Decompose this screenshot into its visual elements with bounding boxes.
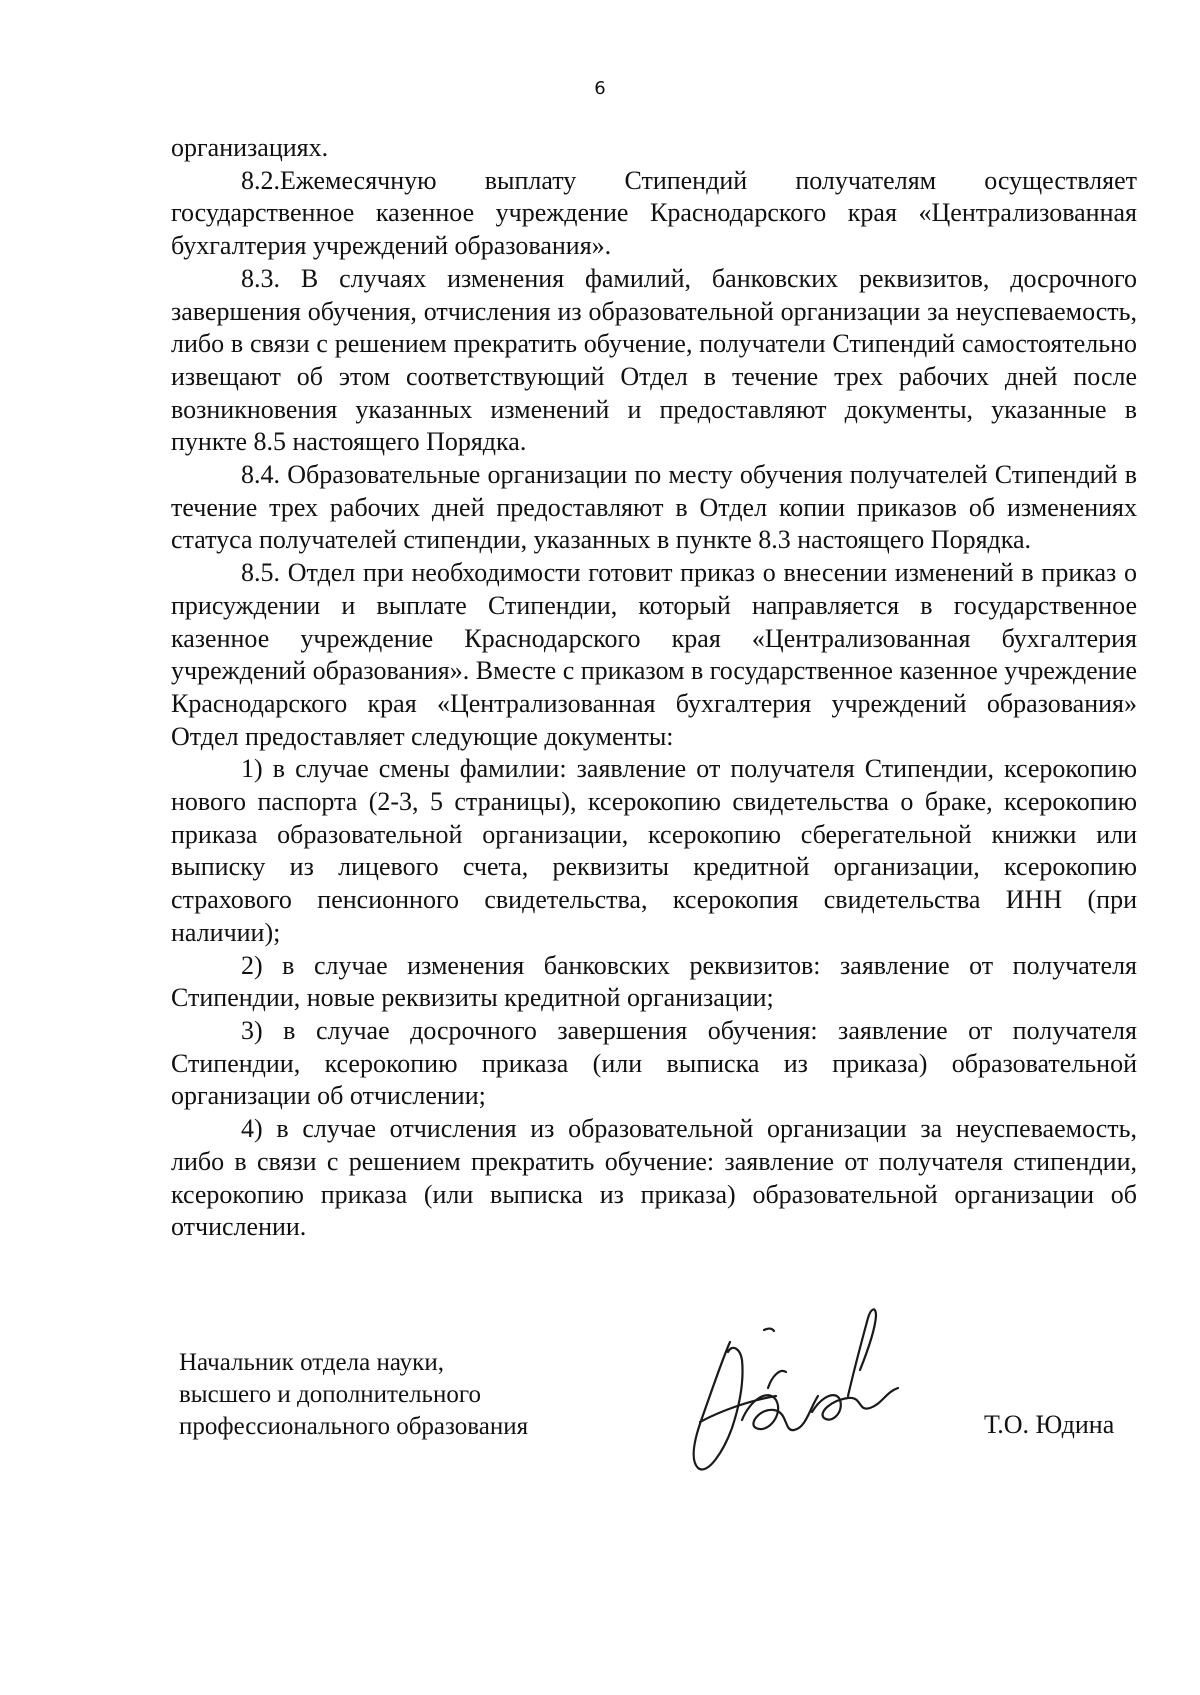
document-body xyxy=(171,132,1137,1244)
paragraph-8-4: 8.4. Образовательные организации по месту обучения получателей Стипендий в течение трех рабочих дней предоставляют в Отдел копии приказов об изменениях статуса получателей стипендии, указанных в пункте 8.3 настоящего Порядка. xyxy=(171,460,1137,555)
page-number: 6 xyxy=(594,78,606,99)
list-item-2: 2) в случае изменения банковских реквизитов: заявление от получателя Стипендии, новые реквизиты кредитной организации; xyxy=(171,950,1137,1013)
handwritten-signature-icon xyxy=(672,1300,907,1485)
signer-position-line-3: профессионального образования xyxy=(179,1413,529,1440)
paragraph-8-5: 8.5. Отдел при необходимости готовит приказ о внесении изменений в приказ о присуждении и выплате Стипендии, который направляется в государственное казенное учреждение Краснодарского края «Централизованная бухгалтерия учреждений образования». Вместе с приказом в государственное казенное учреждение Краснодарского края «Централизованная бухгалтерия учреждений образования» Отдел предоставляет следующие документы: xyxy=(171,558,1137,751)
list-item-1: 1) в случае смены фамилии: заявление от получателя Стипендии, ксерокопию нового паспорта (2-3, 5 страницы), ксерокопию свидетельства о браке, ксерокопию приказа образовательной организации, ксерокопию сберегательной книжки или выписку из лицевого счета, реквизиты кредитной организации, ксерокопию страхового пенсионного свидетельства, ксерокопия свидетельства ИНН (при наличии); xyxy=(171,754,1137,947)
paragraph-continuation: организациях. xyxy=(171,133,329,162)
signer-position xyxy=(179,1347,528,1443)
signer-name: Т.О. Юдина xyxy=(984,1410,1115,1439)
paragraph-8-2: 8.2.Ежемесячную выплату Стипендий получателям осуществляет государственное казенное учреждение Краснодарского края «Централизованная бухгалтерия учреждений образования». xyxy=(171,165,1137,261)
list-item-3: 3) в случае досрочного завершения обучения: заявление от получателя Стипендии, ксерокопию приказа (или выписка из приказа) образовательной организации об отчислении; xyxy=(171,1015,1137,1111)
paragraph-8-3: 8.3. В случаях изменения фамилий, банковских реквизитов, досрочного завершения обучения, отчисления из образовательной организации за неуспеваемость, либо в связи с решением прекратить обучение, получатели Стипендий самостоятельно извещают об этом соответствующий Отдел в течение трех рабочих дней после возникновения указанных изменений и предоставляют документы, указанные в пункте 8.5 настоящего Порядка. xyxy=(171,263,1137,457)
signer-position-line-2: высшего и дополнительного xyxy=(179,1381,481,1408)
list-item-4: 4) в случае отчисления из образовательной организации за неуспеваемость, либо в связи с решением прекратить обучение: заявление от получателя стипендии, ксерокопию приказа (или выписка из приказа) образовательной организации об отчислении. xyxy=(171,1114,1137,1242)
signer-position-line-1: Начальник отдела науки, xyxy=(179,1349,444,1376)
